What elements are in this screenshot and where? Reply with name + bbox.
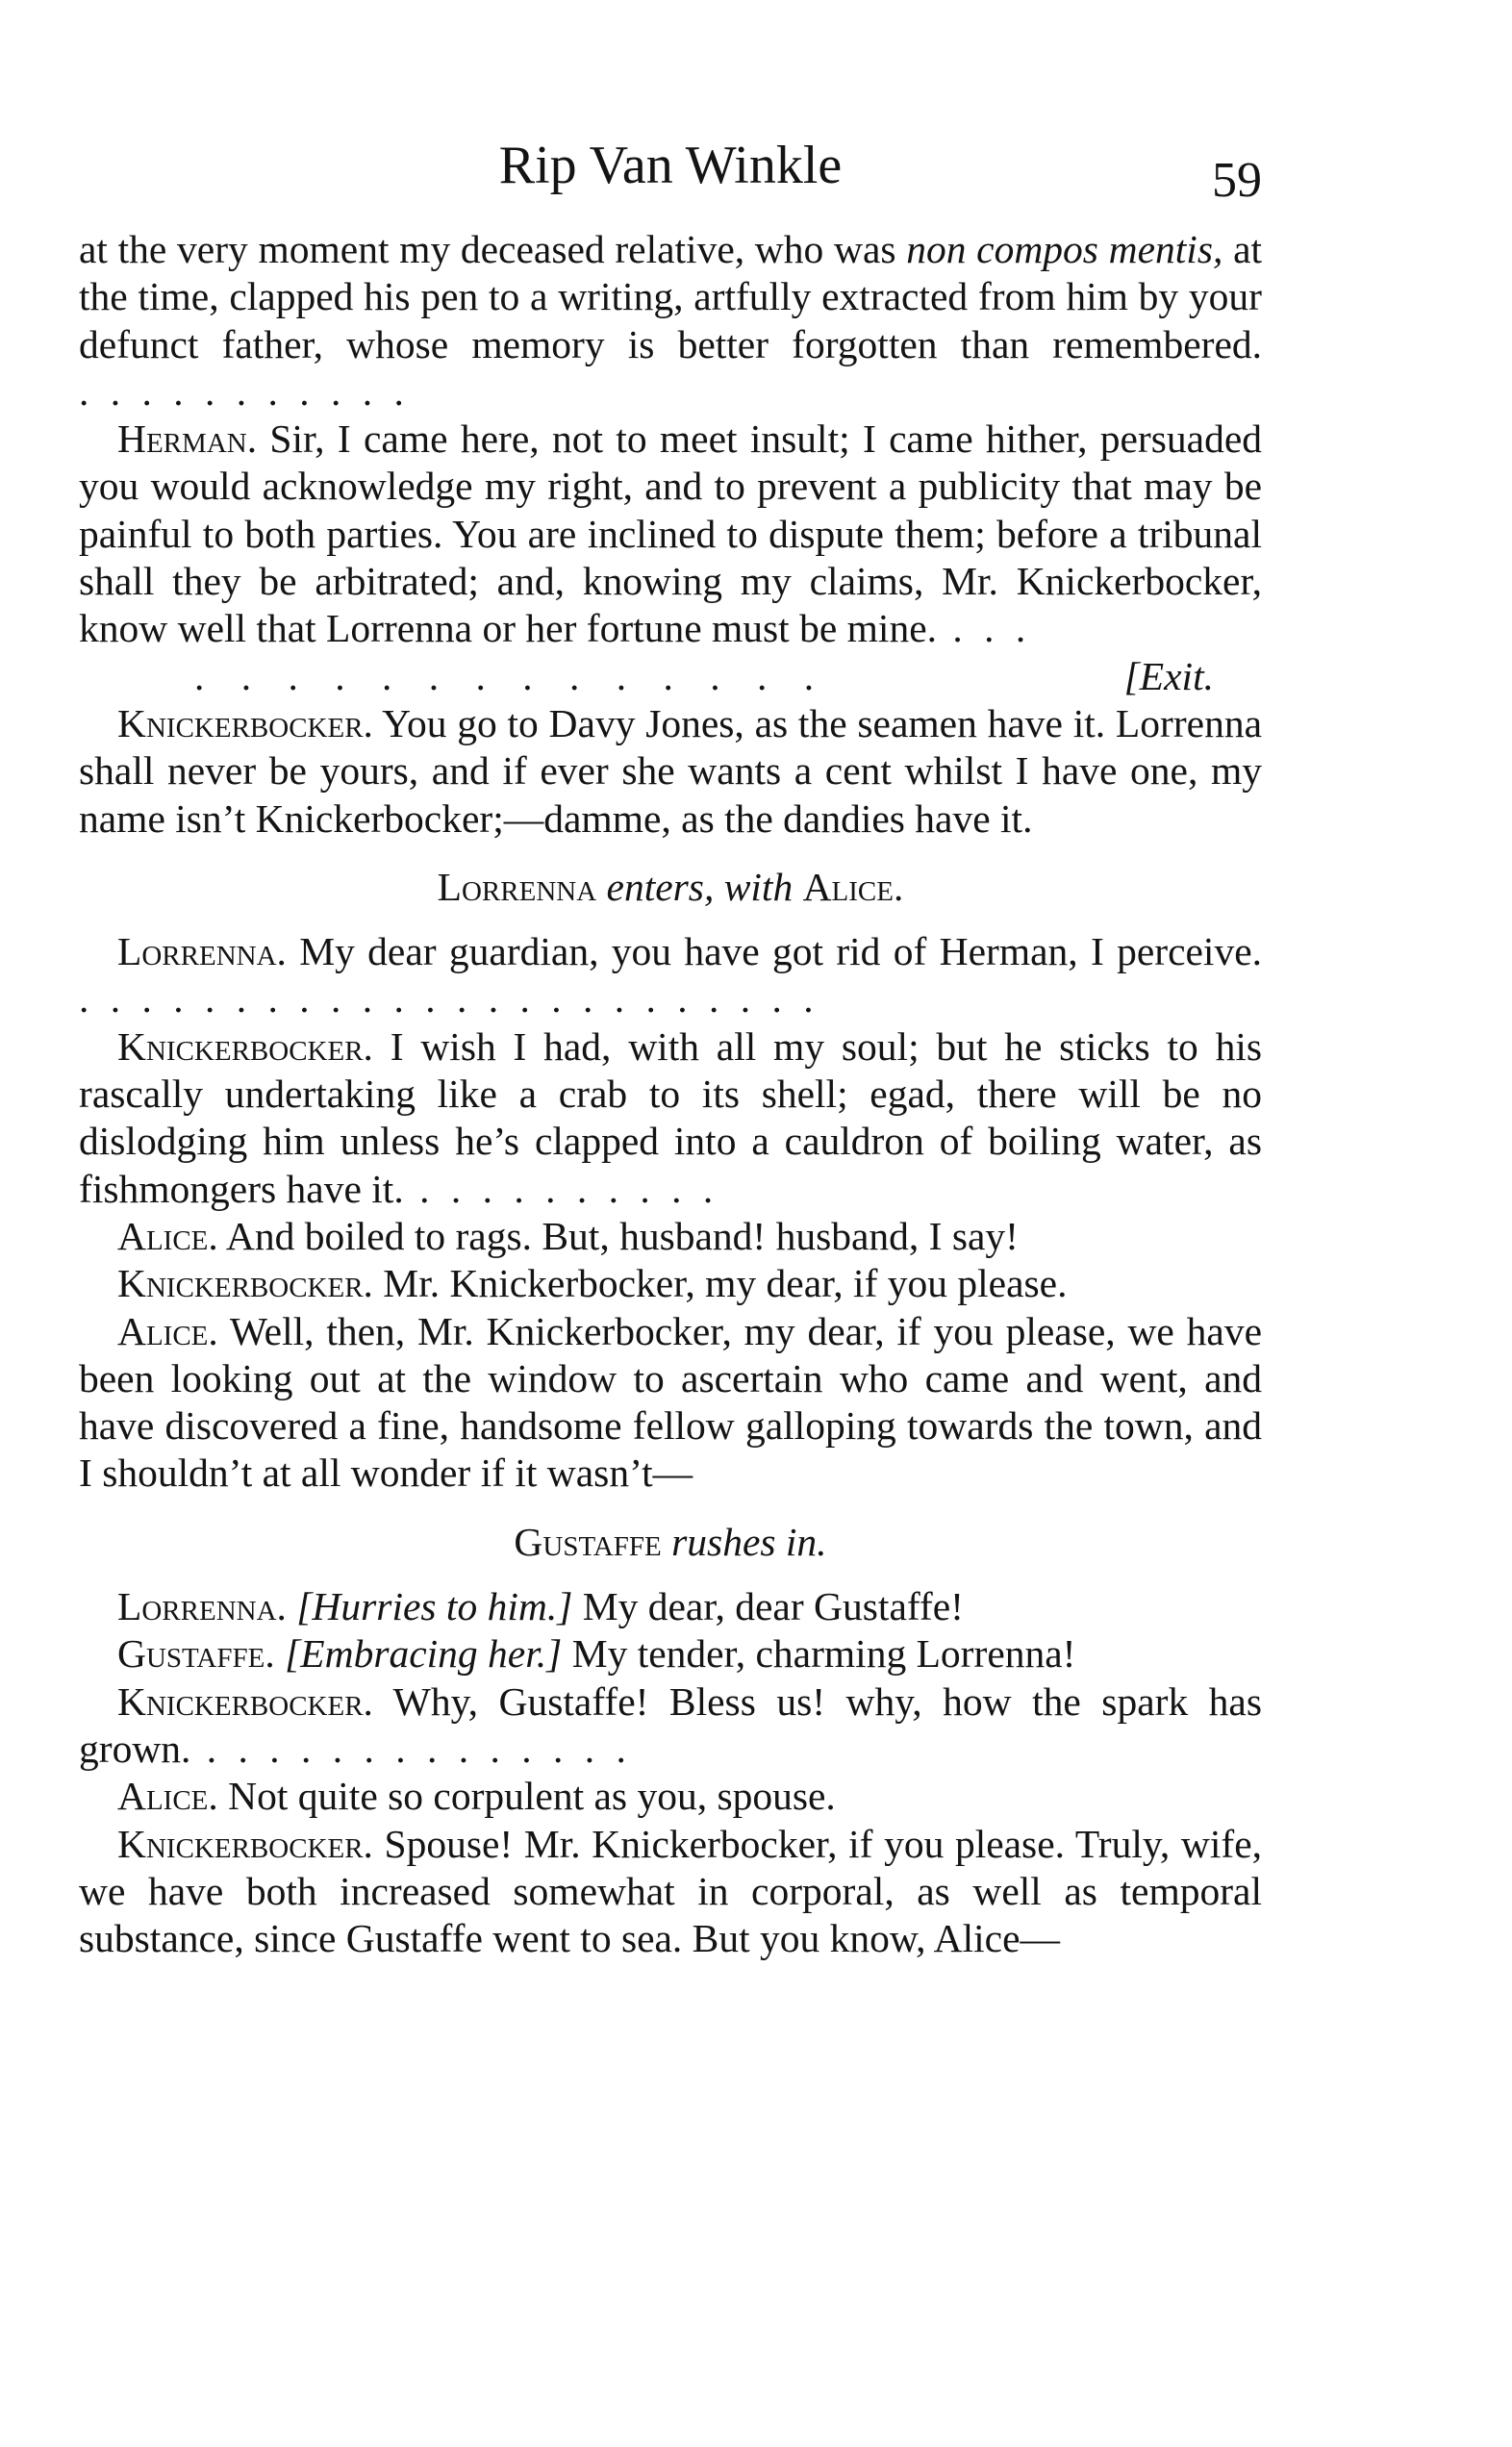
speech-knickerbocker: Knickerbocker. I wish I had, with all my soul; but he sticks to his rascally undertaking like a crab to its shell; egad, there will be no dislodging him unless he’s clapped into a cauldron of boiling water, as fishmongers have it. . . . . . . . . . . — [79, 1023, 1262, 1211]
speaker-name: Alice. — [117, 1774, 218, 1819]
leader-dots: . . . . . . . . . . . — [79, 368, 410, 414]
speaker-name: Knickerbocker. — [117, 1678, 373, 1724]
paragraph-continuation: at the very moment my deceased relative, who was non compos mentis, at the time, clapped his pen to a writing, artfully extracted from him by your defunct father, whose memory is better forgotten than remembered. . . . . . . . . . . . — [79, 227, 1263, 414]
speech-knickerbocker: Knickerbocker. Spouse! Mr. Knickerbocker, if you please. Truly, wife, we have both increased somewhat in corporal, as well as temporal substance, since Gustaffe went to sea. But you know, Alice— — [79, 1821, 1262, 1961]
stage-direction: [Hurries to him.] — [286, 1584, 573, 1629]
running-title: Rip Van Winkle — [498, 136, 843, 195]
speech-knickerbocker: Knickerbocker. Mr. Knickerbocker, my dear, if you please. — [117, 1261, 1068, 1306]
speaker-name: Lorrenna. — [117, 929, 287, 974]
speech-gustaffe: Gustaffe. [Embracing her.] My tender, charming Lorrenna! — [117, 1631, 1076, 1677]
speech-alice: Alice. Not quite so corpulent as you, spouse. — [117, 1774, 836, 1819]
speech-herman: Herman. Sir, I came here, not to meet insult; I came hither, persuaded you would acknowledge my right, and to prevent a publicity that may be painful to both parties. You are inclined to dispute them; before a tribunal shall they be arbitrated; and, knowing my claims, Mr. Knickerbocker, know well that Lorrenna or her fortune must be mine. . . . — [79, 416, 1262, 651]
leader-dots: . . . — [937, 606, 1032, 651]
stage-direction-entrance: Lorrenna enters, with Alice. — [437, 864, 904, 909]
speaker-name: Alice. — [117, 1213, 218, 1258]
speaker-name: Knickerbocker. — [117, 700, 373, 745]
speech-knickerbocker: Knickerbocker. You go to Davy Jones, as the seamen have it. Lorrenna shall never be yours, and if ever she wants a cent whilst I have one, my name isn’t Knickerbocker;—damme, as the dandies have it. — [79, 700, 1262, 841]
latin-phrase: non compos mentis, — [906, 227, 1223, 271]
leader-dots: . . . . . . . . . . . . . . — [190, 1726, 632, 1771]
page-number: 59 — [1212, 153, 1262, 208]
stage-direction: [Exit. — [1123, 653, 1214, 698]
speech-lorrenna: Lorrenna. My dear guardian, you have got rid of Herman, I perceive. . . . . . . . . . . . . . . . . . . . . . . . . — [79, 929, 1262, 1022]
play-text — [79, 226, 1262, 1962]
speaker-name: Lorrenna. — [117, 1584, 287, 1629]
speech-alice: Alice. And boiled to rags. But, husband! husband, I say! — [117, 1213, 1019, 1258]
leader-dots: . . . . . . . . . . — [403, 1166, 719, 1211]
speaker-name: Alice. — [117, 1308, 218, 1353]
speech-knickerbocker: Knickerbocker. Why, Gustaffe! Bless us! why, how the spark has grown. . . . . . . . . . . . . . . — [79, 1678, 1262, 1771]
speech-alice: Alice. Well, then, Mr. Knickerbocker, my dear, if you please, we have been looking out at the window to ascertain who came and went, and have discovered a fine, handsome fellow galloping towards the town, and I shouldn’t at all wonder if it wasn’t— — [79, 1308, 1262, 1496]
page-header — [79, 135, 1262, 212]
speaker-name: Knickerbocker. — [117, 1821, 373, 1866]
stage-direction-entrance: Gustaffe rushes in. — [514, 1519, 827, 1564]
exit-direction-line — [79, 653, 1262, 700]
speech-lorrenna: Lorrenna. [Hurries to him.] My dear, dear Gustaffe! — [117, 1584, 964, 1629]
speaker-name: Gustaffe. — [117, 1631, 275, 1677]
leader-dots: . . . . . . . . . . . . . . . . . . . . . . . . — [79, 976, 819, 1022]
leader-dots: . . . . . . . . . . . . . . — [194, 653, 828, 698]
speaker-name: Herman. — [117, 416, 258, 462]
speaker-name: Knickerbocker. — [117, 1023, 373, 1069]
stage-direction: [Embracing her.] — [274, 1631, 563, 1677]
speaker-name: Knickerbocker. — [117, 1261, 373, 1306]
